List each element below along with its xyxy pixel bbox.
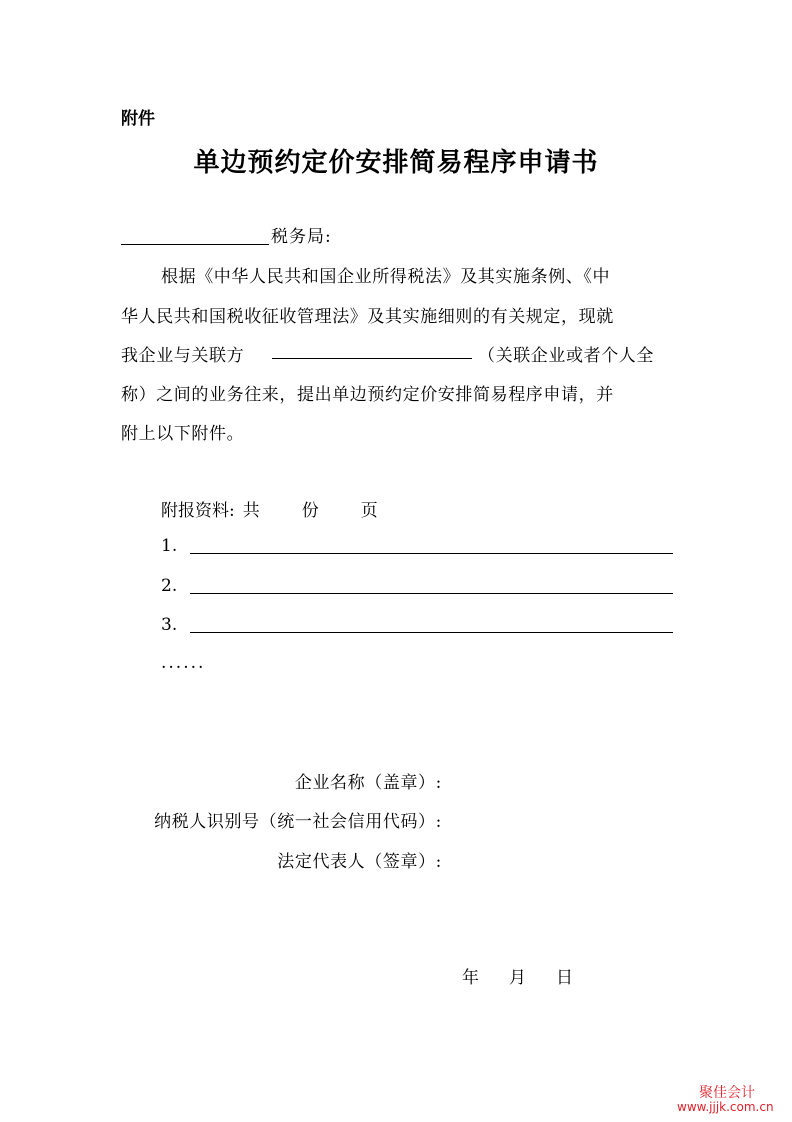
document-title: 单边预约定价安排简易程序申请书	[193, 148, 599, 178]
attachment-item-number: 3.	[161, 615, 178, 635]
body-line-5: 附上以下附件。	[121, 424, 245, 444]
date-day: 日	[556, 968, 573, 988]
attachments-label: 附报资料:	[161, 501, 235, 521]
attachment-label: 附件	[121, 109, 155, 129]
company-name-label: 企业名称（盖章）:	[294, 773, 442, 793]
date-year: 年	[462, 968, 479, 988]
attachment-item-line	[190, 593, 673, 594]
body-line-2: 华人民共和国税收征收管理法》及其实施细则的有关规定，现就	[121, 307, 614, 327]
attachments-copies: 份	[301, 501, 319, 521]
body-line-4: 称）之间的业务往来，提出单边预约定价安排简易程序申请，并	[121, 385, 614, 405]
body-line-1: 根据《中华人民共和国企业所得税法》及其实施条例、《中	[161, 267, 611, 287]
date-row	[462, 963, 573, 988]
watermark-brand: 聚佳会计	[699, 1085, 755, 1101]
attachments-header	[161, 496, 378, 521]
attachment-item-line	[190, 632, 673, 633]
tax-bureau-blank-line	[121, 244, 269, 245]
tax-bureau-suffix: 税务局:	[271, 227, 332, 247]
attachments-pages: 页	[360, 501, 378, 521]
attachments-ellipsis: ......	[161, 653, 206, 673]
body-line-3-after: （关联企业或者个人全	[478, 346, 654, 366]
attachment-item-number: 2.	[161, 576, 178, 596]
attachment-item-number: 1.	[161, 536, 178, 556]
taxpayer-id-label: 纳税人识别号（统一社会信用代码）:	[154, 812, 442, 832]
related-party-blank-line	[272, 358, 472, 359]
attachments-total: 共	[242, 501, 260, 521]
legal-representative-label: 法定代表人（签章）:	[277, 852, 442, 872]
date-month: 月	[509, 968, 526, 988]
attachment-item-line	[190, 553, 673, 554]
body-line-3-before: 我企业与关联方	[121, 346, 245, 366]
watermark-url: www.jjjk.com.cn	[677, 1100, 774, 1114]
